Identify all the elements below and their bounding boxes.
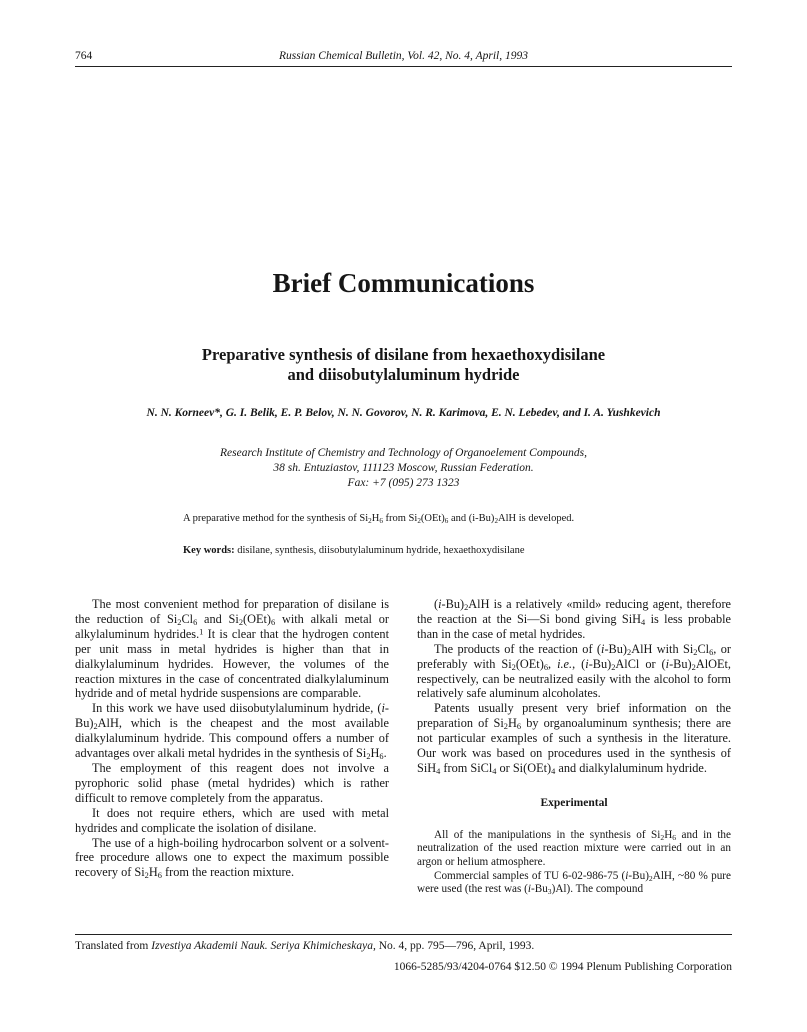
paragraph: The use of a high-boiling hydrocarbon solvent or a solvent-free procedure allows one to expect the maximum possible recovery of $Si_2H_6$ from the reaction mixture. xyxy=(75,835,389,881)
abstract: A preparative method for the synthesis of $Si_2H_6$ from $Si_2(OEt)_6$ and $(i-Bu)_2AlH$ is developed. xyxy=(183,513,575,525)
keywords-text: disilane, synthesis, diisobutylaluminum hydride, hexaethoxydisilane xyxy=(234,545,525,556)
paragraph: All of the manipulations in the synthesis of $Si_2H_6$ and in the neutralization of the used reaction mixture were carried out in an argon or helium atmosphere. xyxy=(417,828,731,868)
title-line-2: and diisobutylaluminum hydride xyxy=(287,365,520,384)
body-column-left xyxy=(75,597,389,880)
affiliation-fax: Fax: +7 (095) 273 1323 xyxy=(347,477,460,489)
keywords-label: Key words: xyxy=(183,545,235,556)
experimental-heading: Experimental xyxy=(540,796,608,809)
copyright-line: 1066-5285/93/4204-0764 $12.50 © 1994 Plenum Publishing Corporation xyxy=(393,961,732,973)
section-heading: Brief Communications xyxy=(272,268,535,298)
running-header xyxy=(75,48,732,67)
affiliation-line-1: Research Institute of Chemistry and Technology of Organoelement Compounds, xyxy=(219,447,587,459)
footnote-divider xyxy=(75,934,732,935)
paragraph: The products of the reaction of $(i-Bu)_2AlH$ with $Si_2Cl_6$, or preferably with $Si_2(OEt)_6$, i.e., $(i-Bu)_2AlCl$ or $(i-Bu)_2AlOEt$, respectively, can be neutralized easily with the alcohol to form relatively safe aluminum alcoholates. xyxy=(417,641,731,701)
source-journal: Izvestiya Akademii Nauk. Seriya Khimicheskaya, xyxy=(151,940,376,952)
paragraph: Commercial samples of TU 6-02-986-75 $(i-Bu)_2AlH$, ~80 % pure were used (the rest was $(i-Bu_3)Al$). The compound xyxy=(417,869,731,897)
body-column-right xyxy=(417,597,731,897)
paragraph: The employment of this reagent does not involve a pyrophoric solid phase (metal hydrides) which is rather difficult to remove completely from the apparatus. xyxy=(75,760,389,805)
title-line-1: Preparative synthesis of disilane from hexaethoxydisilane xyxy=(201,345,606,364)
page-number: 764 xyxy=(75,50,93,62)
paragraph: Patents usually present very brief information on the preparation of $Si_2H_6$ by organoaluminum synthesis; there are not particular examples of such a synthesis in the literature. Our work was based on procedures used in the synthesis of SiH$_4$ from SiCl$_4$ or $Si(OEt)_4$ and dialkylaluminum hydride. xyxy=(417,701,731,777)
affiliation-line-2: 38 sh. Entuziastov, 111123 Moscow, Russian Federation. xyxy=(273,462,534,474)
article-title xyxy=(120,345,687,385)
journal-citation: Russian Chemical Bulletin, Vol. 42, No. 4, April, 1993 xyxy=(279,50,528,62)
paragraph: $(i-Bu)_2AlH$ is a relatively «mild» reducing agent, therefore the reaction at the Si—Si bond giving SiH$_4$ is less probable than in the case of metal hydrides. xyxy=(417,597,731,641)
keywords xyxy=(167,545,637,556)
affiliation xyxy=(150,446,657,491)
translation-note: Translated from Izvestiya Akademii Nauk. Seriya Khimicheskaya, No. 4, pp. 795—796, April, 1993. xyxy=(75,940,535,952)
paragraph: It does not require ethers, which are used with metal hydrides and complicate the isolation of disilane. xyxy=(75,805,389,835)
paragraph: The most convenient method for preparation of disilane is the reduction of $Si_2Cl_6$ and $Si_2(OEt)_6$ with alkali metal or alkylaluminum hydrides.$^1$ It is clear that the hydrogen content per unit mass in metal hydrides is higher than that in dialkylaluminum hydrides. However, the volumes of the reaction mixtures in the case of concentrated dialkylaluminum hydride and of metal hydride suspensions are comparable. xyxy=(75,597,389,701)
paragraph: In this work we have used diisobutylaluminum hydride, $(i-Bu)_2AlH$, which is the cheapest and the most available dialkylaluminum hydride. This compound offers a number of advantages over alkali metal hydrides in the synthesis of $Si_2H_6$. xyxy=(75,701,389,762)
author-list: N. N. Korneev*, G. I. Belik, E. P. Belov, N. N. Govorov, N. R. Karimova, E. N. Lebedev, and I. A. Yushkevich xyxy=(146,407,661,419)
